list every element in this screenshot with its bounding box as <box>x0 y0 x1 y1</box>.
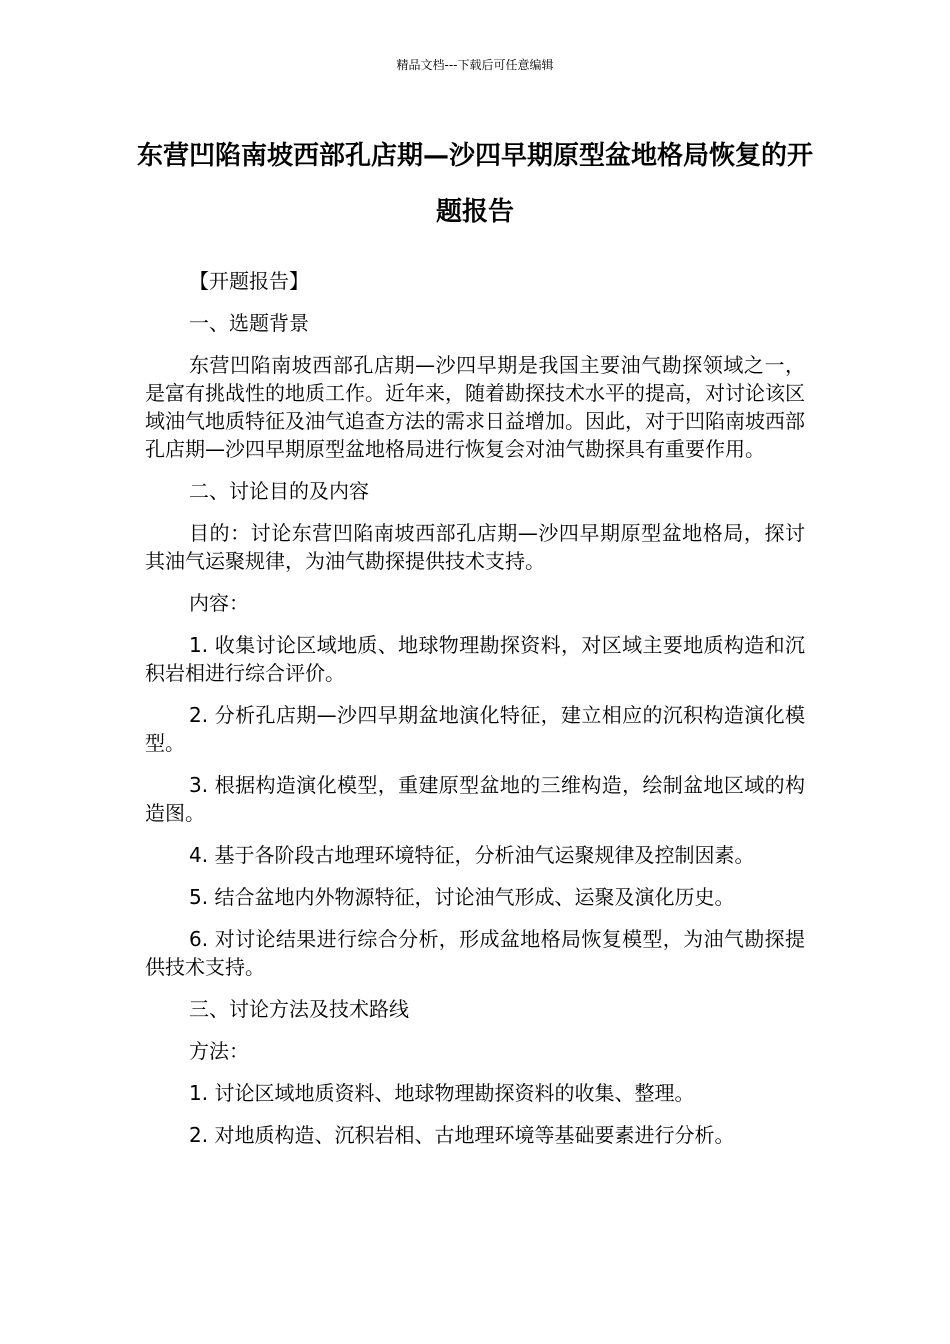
section-heading-methods: 三、讨论方法及技术路线 <box>189 997 409 1021</box>
goals-paragraph: 目的：讨论东营凹陷南坡西部孔店期—沙四早期原型盆地格局，探讨其油气运聚规律，为油气勘探提供技术支持。 <box>145 521 805 573</box>
document-title: 东营凹陷南坡西部孔店期—沙四早期原型盆地格局恢复的开题报告 <box>136 141 813 227</box>
background-paragraph: 东营凹陷南坡西部孔店期—沙四早期是我国主要油气勘探领域之一，是富有挑战性的地质工作。近年来，随着勘探技术水平的提高，对讨论该区域油气地质特征及油气追查方法的需求日益增加。因此，对于凹陷南坡西部孔店期—沙四早期原型盆地格局进行恢复会对油气勘探具有重要作用。 <box>145 353 805 461</box>
section-heading-goals: 二、讨论目的及内容 <box>189 479 369 503</box>
content-item-1: 1. 收集讨论区域地质、地球物理勘探资料，对区域主要地质构造和沉积岩相进行综合评价。 <box>145 633 805 685</box>
content-item-6: 6. 对讨论结果进行综合分析，形成盆地格局恢复模型，为油气勘探提供技术支持。 <box>145 927 805 979</box>
header-note: 精品文档---下载后可任意编辑 <box>396 58 554 72</box>
content-item-4: 4. 基于各阶段古地理环境特征，分析油气运聚规律及控制因素。 <box>189 843 755 867</box>
content-item-5: 5. 结合盆地内外物源特征，讨论油气形成、运聚及演化历史。 <box>189 885 735 909</box>
method-item-2: 2. 对地质构造、沉积岩相、古地理环境等基础要素进行分析。 <box>189 1123 735 1147</box>
report-label: 【开题报告】 <box>189 269 309 293</box>
methods-label: 方法： <box>189 1039 249 1063</box>
content-item-3: 3. 根据构造演化模型，重建原型盆地的三维构造，绘制盆地区域的构造图。 <box>145 773 805 825</box>
document-body <box>145 267 805 1163</box>
method-item-1: 1. 讨论区域地质资料、地球物理勘探资料的收集、整理。 <box>189 1081 695 1105</box>
content-item-2: 2. 分析孔店期—沙四早期盆地演化特征，建立相应的沉积构造演化模型。 <box>145 703 805 755</box>
section-heading-background: 一、选题背景 <box>189 311 309 335</box>
content-label: 内容： <box>189 591 249 615</box>
